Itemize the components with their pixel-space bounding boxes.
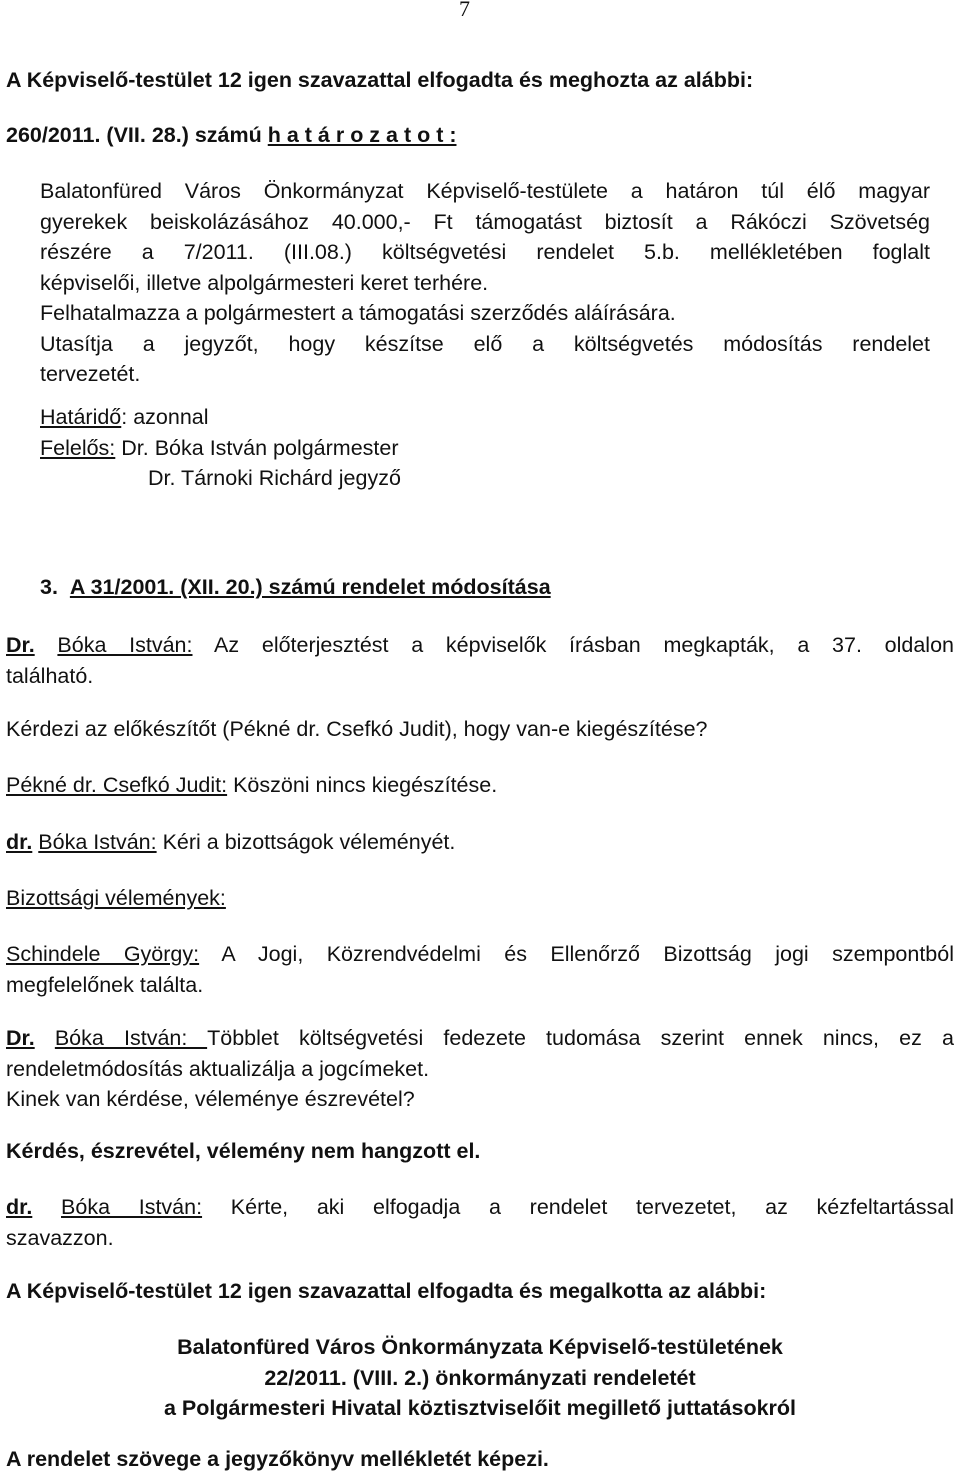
section-heading: [40, 572, 960, 603]
resolution-line: Felhatalmazza a polgármestert a támogatási szerződés aláírására.: [40, 301, 676, 325]
resolution-line: Balatonfüred Város Önkormányzat Képviselő-testülete a határon túl élő magyar: [40, 179, 930, 203]
speaker-name: Bóka István:: [61, 1195, 203, 1219]
speech-text: Kéri a bizottságok véleményét.: [156, 830, 456, 854]
resolution-word: h a t á r o z a t o t :: [267, 123, 457, 147]
page-number: 7: [459, 0, 470, 21]
speaker-name: Schindele György:: [6, 942, 200, 966]
speaker-title: Dr.: [6, 633, 35, 657]
decree-title-line: 22/2011. (VIII. 2.) önkormányzati rendeletét: [264, 1365, 696, 1390]
speech-text: Az előterjesztést a képviselők írásban megkapták, a 37. oldalon: [192, 633, 954, 657]
speaker-name: Bóka István:: [57, 633, 193, 657]
deadline: [40, 402, 930, 433]
speech-text: szavazzon.: [6, 1225, 114, 1250]
speech-text: Többlet költségvetési fedezete tudomása szerint ennek nincs, ez a: [207, 1026, 954, 1050]
speaker-title: Dr.: [6, 1026, 35, 1050]
resolution-text: [40, 176, 930, 390]
speaker-pekne: [6, 770, 954, 801]
speech-text: Kérte, aki elfogadja a rendelet tervezetet, az kézfeltartással: [202, 1195, 954, 1219]
decree-title-block: [6, 1332, 954, 1424]
resolution-line: Utasítja a jegyzőt, hogy készítse elő a költségvetés módosítás rendelet: [40, 331, 930, 356]
speaker-name: Pékné dr. Csefkó Judit:: [6, 773, 228, 797]
speaker-title: dr.: [6, 830, 33, 854]
speaker-boka-4: [6, 1192, 954, 1253]
deadline-value: : azonnal: [121, 405, 209, 429]
speaker-name: Bóka István:: [54, 1026, 208, 1050]
resolution-line: tervezetét.: [40, 362, 141, 386]
committee-heading: Bizottsági vélemények:: [6, 886, 226, 910]
speech-text: megfelelőnek találta.: [6, 972, 204, 997]
speech-text: rendeletmódosítás aktualizálja a jogcímeket.: [6, 1056, 430, 1081]
deadline-block: [40, 402, 930, 494]
resolution-line: részére a 7/2011. (III.08.) költségvetési rendelet 5.b. mellékletében foglalt: [40, 240, 930, 264]
section-title: A 31/2001. (XII. 20.) számú rendelet módosítása: [69, 575, 551, 599]
vote-statement-final: A Képviselő-testület 12 igen szavazattal elfogadta és megalkotta az alábbi:: [6, 1279, 767, 1303]
resolution-line: képviselői, illetve alpolgármesteri keret terhére.: [40, 270, 489, 295]
speaker-title: dr.: [6, 1195, 33, 1219]
section-number: 3.: [40, 575, 58, 599]
vote-statement: A Képviselő-testület 12 igen szavazattal elfogadta és meghozta az alábbi:: [6, 68, 754, 92]
speech-text: található.: [6, 663, 94, 688]
responsible-person-2: Dr. Tárnoki Richárd jegyző: [148, 466, 401, 490]
decree-title-line: Balatonfüred Város Önkormányzata Képviselő-testületének: [177, 1335, 783, 1359]
speaker-boka-3: [6, 1023, 954, 1115]
resolution-line: gyerekek beiskolázásához 40.000,- Ft támogatást biztosít a Rákóczi Szövetség: [40, 209, 930, 234]
speaker-schindele: [6, 939, 954, 1000]
decree-title-line: a Polgármesteri Hivatal köztisztviselőit megillető juttatásokról: [163, 1396, 797, 1420]
no-questions-statement: Kérdés, észrevétel, vélemény nem hangzott el.: [6, 1139, 481, 1163]
responsible-label: Felelős:: [40, 435, 116, 460]
resolution-heading: [6, 120, 954, 151]
speaker-name: Bóka István:: [38, 830, 157, 854]
responsible: [40, 433, 930, 464]
speech-text: A Jogi, Közrendvédelmi és Ellenőrző Bizottság jogi szempontból: [199, 942, 954, 966]
responsible-person-1: Dr. Bóka István polgármester: [115, 435, 399, 460]
closing-statement: A rendelet szövege a jegyzőkönyv mellékletét képezi.: [6, 1447, 549, 1471]
speaker-boka-2: [6, 827, 954, 858]
speech-text: Köszöni nincs kiegészítése.: [227, 773, 498, 797]
speaker-boka-1: [6, 630, 954, 691]
speech-text: Kinek van kérdése, véleménye észrevétel?: [6, 1087, 415, 1111]
resolution-number: 260/2011. (VII. 28.) számú: [6, 123, 268, 147]
question-line: Kérdezi az előkészítőt (Pékné dr. Csefkó Judit), hogy van-e kiegészítése?: [6, 717, 708, 741]
deadline-label: Határidő: [40, 405, 122, 429]
